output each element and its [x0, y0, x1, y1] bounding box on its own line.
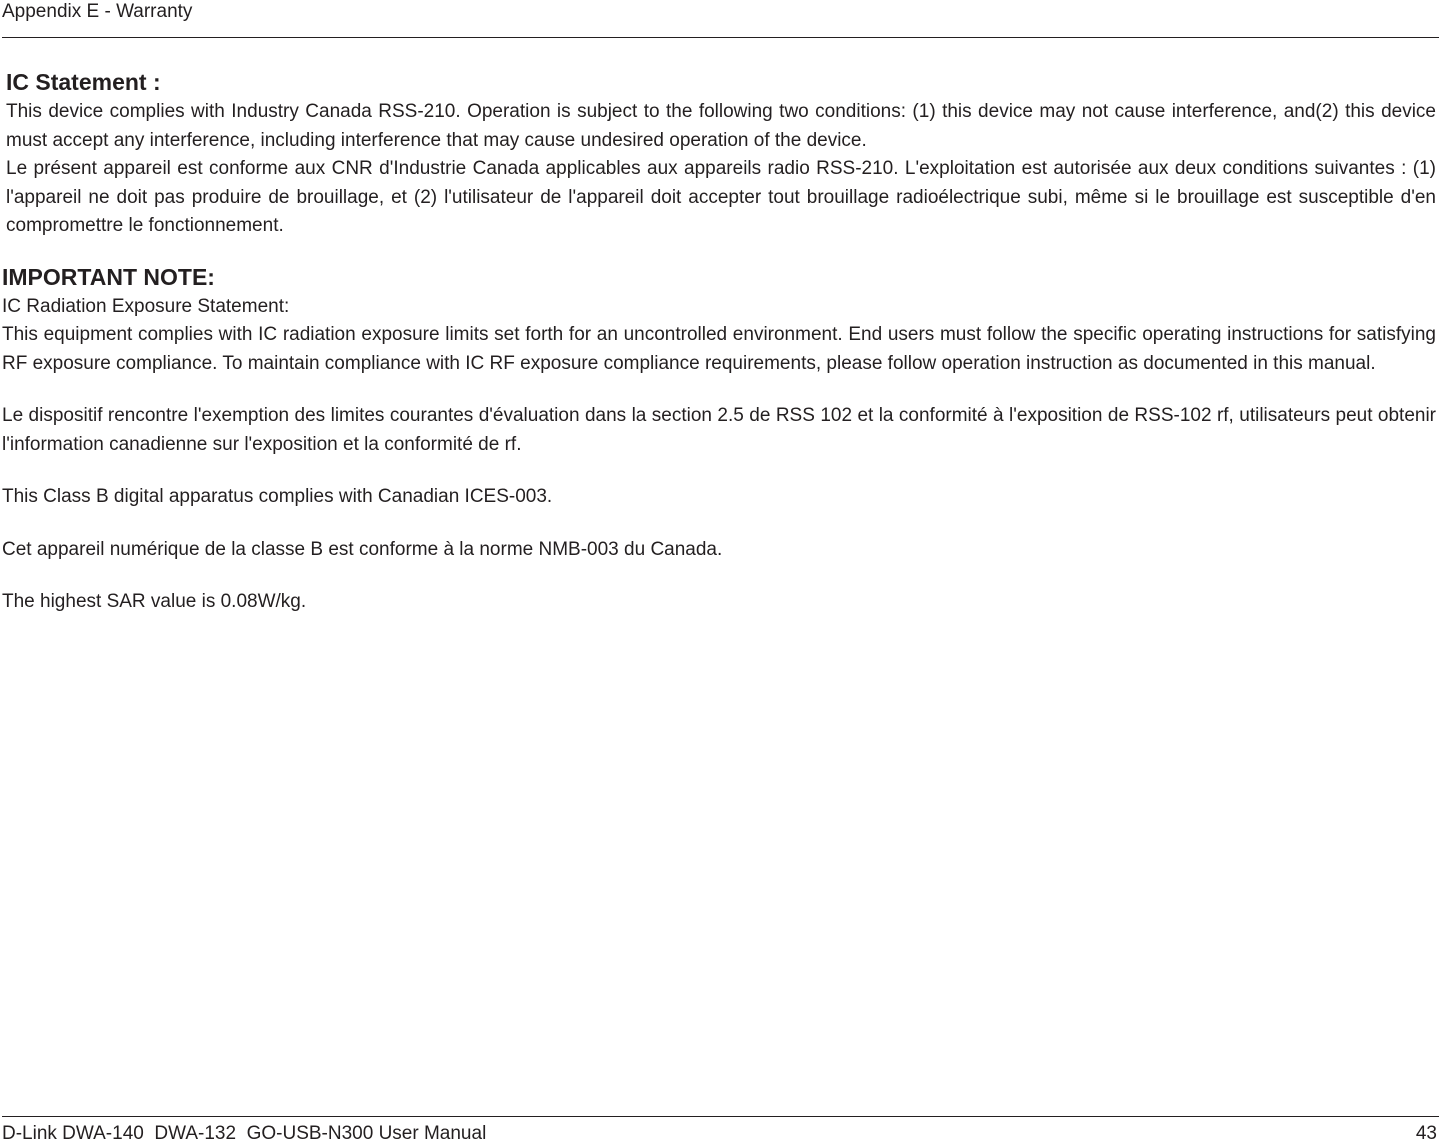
page-header — [2, 0, 1439, 38]
page-footer — [2, 1116, 1439, 1148]
radiation-exposure-english: This equipment complies with IC radiation exposure limits set forth for an uncontrolled environment. End users must follow the specific operating instructions for satisfying RF exposure compliance. To maintain compliance with IC RF exposure compliance requirements, please follow operation instruction as documented in this manual. — [2, 324, 1436, 374]
sar-value: The highest SAR value is 0.08W/kg. — [2, 591, 307, 612]
page-content — [2, 66, 1436, 617]
class-b-english: This Class B digital apparatus complies with Canadian ICES-003. — [2, 486, 553, 507]
important-note-heading: IMPORTANT NOTE: — [2, 263, 215, 290]
ic-statement-heading: IC Statement : — [6, 69, 161, 95]
section-title: Appendix E - Warranty — [2, 1, 193, 22]
radiation-exposure-subheading: IC Radiation Exposure Statement: — [2, 295, 290, 317]
page-number: 43 — [1415, 1123, 1437, 1144]
ic-statement-english: This device complies with Industry Canada RSS-210. Operation is subject to the following two conditions: (1) this device may not cause interference, and(2) this device must accept any interference, including interference that may cause undesired operation of the device. — [6, 101, 1436, 151]
class-b-french: Cet appareil numérique de la classe B est conforme à la norme NMB-003 du Canada. — [2, 538, 723, 560]
manual-title: D-Link DWA-140 DWA-132 GO-USB-N300 User Manual — [2, 1123, 487, 1144]
radiation-exposure-french: Le dispositif rencontre l'exemption des limites courantes d'évaluation dans la section 2.5 de RSS 102 et la conformité à l'exposition de RSS-102 rf, utilisateurs peut obtenir l'information canadienne sur l'exposition et la conformité de rf. — [2, 405, 1436, 455]
ic-statement-french: Le présent appareil est conforme aux CNR d'Industrie Canada applicables aux appareils radio RSS-210. L'exploitation est autorisée aux deux conditions suivantes : (1) l'appareil ne doit pas produire de brouillage, et (2) l'utilisateur de l'appareil doit accepter tout brouillage radioélectrique subi, même si le brouillage est susceptible d'en compromettre le fonctionnement. — [6, 158, 1436, 236]
